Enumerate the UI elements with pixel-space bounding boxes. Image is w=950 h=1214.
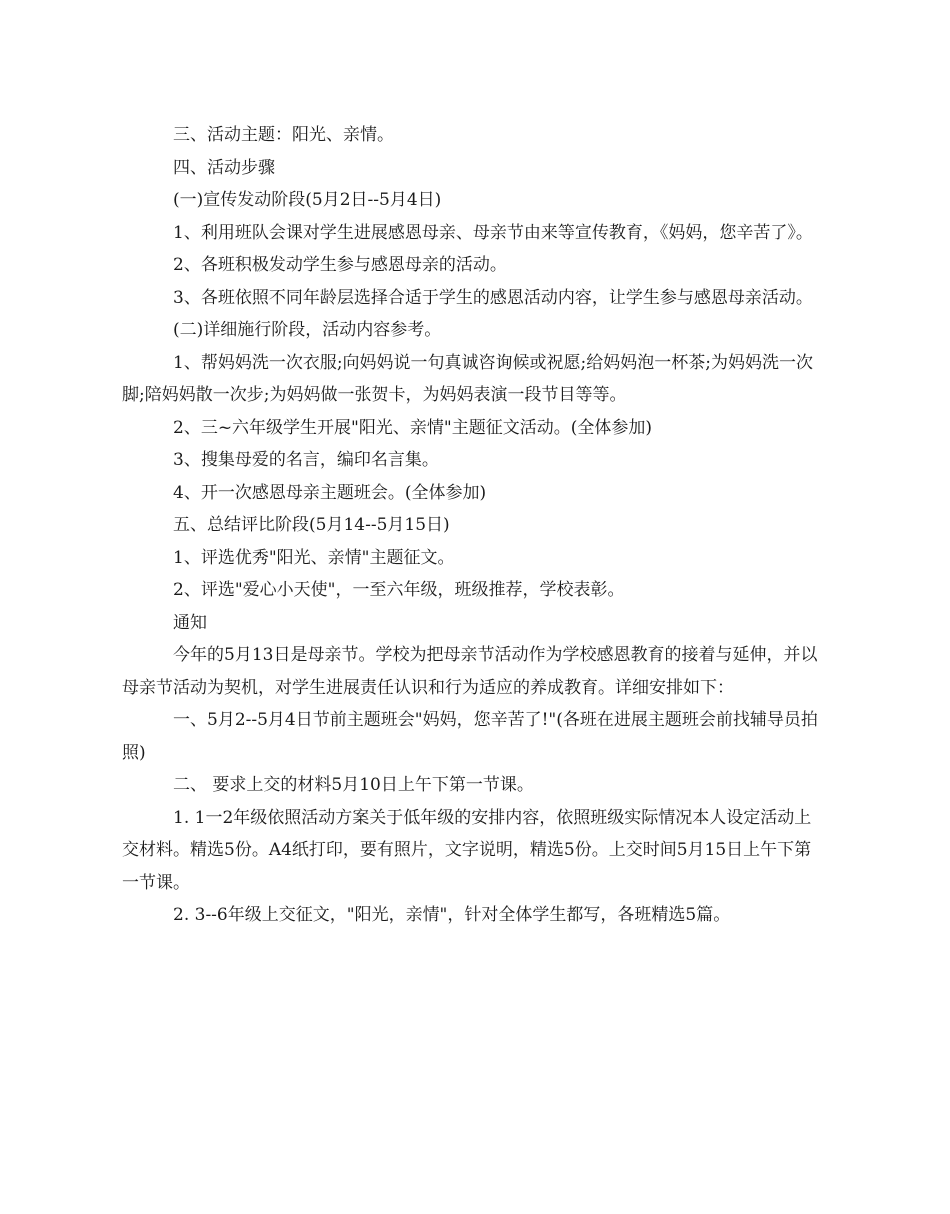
subsection-heading-publicity: (一)宣传发动阶段(5月2日--5月4日)	[173, 190, 442, 210]
paragraph: 1. 1一2年级依照活动方案关于低年级的安排内容，依照班级实际情况本人设定活动上交材料。精选5份。A4纸打印，要有照片，文字说明，精选5份。上交时间5月15日上午下第一节课。	[122, 807, 812, 893]
paragraph: 4、开一次感恩母亲主题班会。(全体参加)	[173, 482, 487, 503]
paragraph: 2、三~六年级学生开展"阳光、亲情"主题征文活动。(全体参加)	[173, 417, 652, 438]
paragraph: 一、5月2--5月4日节前主题班会"妈妈，您辛苦了!"(各班在进展主题班会前找辅导员拍照)	[122, 710, 818, 763]
paragraph: 1、评选优秀"阳光、亲情"主题征文。	[173, 547, 455, 568]
paragraph: 今年的5月13日是母亲节。学校为把母亲节活动作为学校感恩教育的接着与延伸，并以母亲节活动为契机，对学生进展责任认识和行为适应的养成教育。详细安排如下：	[122, 645, 818, 698]
paragraph: 1、利用班队会课对学生进展感恩母亲、母亲节由来等宣传教育，《妈妈，您辛苦了》。	[173, 222, 813, 243]
paragraph: 2、各班积极发动学生参与感恩母亲的活动。	[173, 255, 507, 275]
paragraph: 3、各班依照不同年龄层选择合适于学生的感恩活动内容，让学生参与感恩母亲活动。	[173, 287, 813, 308]
paragraph: 1、帮妈妈洗一次衣服;向妈妈说一句真诚咨询候或祝愿;给妈妈泡一杯茶;为妈妈洗一次脚;陪妈妈散一次步;为妈妈做一张贺卡，为妈妈表演一段节目等等。	[122, 352, 813, 405]
document-body	[122, 119, 827, 932]
subsection-heading-implementation: (二)详细施行阶段，活动内容参考。	[173, 320, 442, 340]
paragraph: 3、搜集母爱的名言，编印名言集。	[173, 450, 439, 470]
paragraph: 二、 要求上交的材料5月10日上午下第一节课。	[173, 775, 534, 795]
paragraph: 2. 3--6年级上交征文，"阳光，亲情"，针对全体学生都写，各班精选5篇。	[173, 905, 731, 925]
notice-heading: 通知	[173, 612, 207, 633]
section-heading-theme: 三、活动主题：阳光、亲情。	[173, 125, 394, 145]
section-heading-summary: 五、总结评比阶段(5月14--5月15日)	[173, 515, 450, 535]
paragraph: 2、评选"爱心小天使"，一至六年级，班级推荐，学校表彰。	[173, 580, 625, 600]
section-heading-steps: 四、活动步骤	[173, 157, 275, 178]
